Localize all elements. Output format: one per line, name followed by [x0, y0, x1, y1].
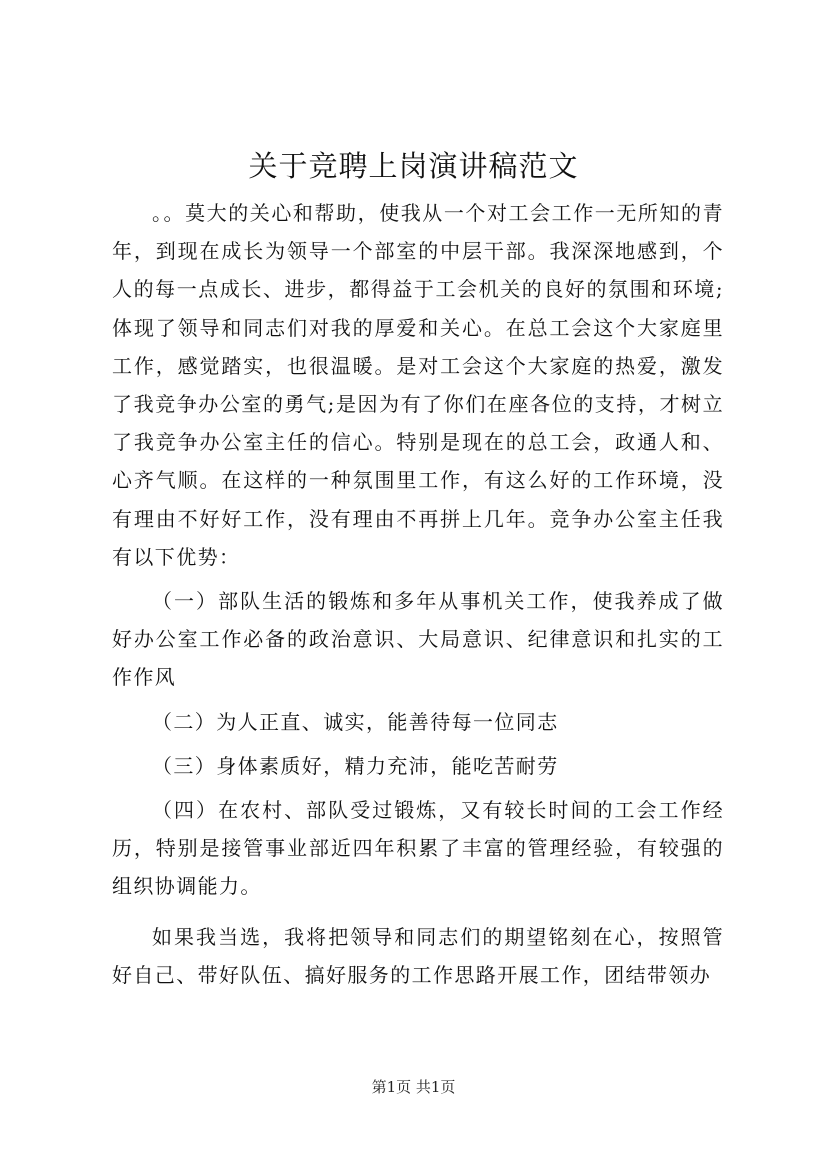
document-body: [112, 194, 724, 994]
paragraph-commitment: 如果我当选，我将把领导和同志们的期望铭刻在心，按照管好自己、带好队伍、搞好服务的工作思路开展工作，团结带领办: [112, 924, 724, 987]
paragraph-advantage-2: （二）为人正直、诚实，能善待每一位同志: [152, 709, 559, 734]
paragraph-advantage-1: （一）部队生活的锻炼和多年从事机关工作，使我养成了做好办公室工作必备的政治意识、大局意识、纪律意识和扎实的工作作风: [112, 589, 724, 690]
paragraph-advantage-3: （三）身体素质好，精力充沛，能吃苦耐劳: [152, 753, 559, 778]
paragraph-intro: 。。莫大的关心和帮助，使我从一个对工会工作一无所知的青年，到现在成长为领导一个部室的中层干部。我深深地感到，个人的每一点成长、进步，都得益于工会机关的良好的氛围和环境;体现了领导和同志们对我的厚爱和关心。在总工会这个大家庭里工作，感觉踏实，也很温暖。是对工会这个大家庭的热爱，激发了我竞争办公室的勇气;是因为有了你们在座各位的支持，才树立了我竞争办公室主任的信心。特别是现在的总工会，政通人和、心齐气顺。在这样的一种氛围里工作，有这么好的工作环境，没有理由不好好工作，没有理由不再拼上几年。竞争办公室主任我有以下优势：: [112, 201, 724, 569]
paragraph-advantage-4: （四）在农村、部队受过锻炼，又有较长时间的工会工作经历，特别是接管事业部近四年积累了丰富的管理经验，有较强的组织协调能力。: [112, 798, 724, 899]
page-number-footer: 第1页 共1页: [371, 1078, 456, 1096]
document-title: 关于竞聘上岗演讲稿范文: [248, 149, 579, 183]
